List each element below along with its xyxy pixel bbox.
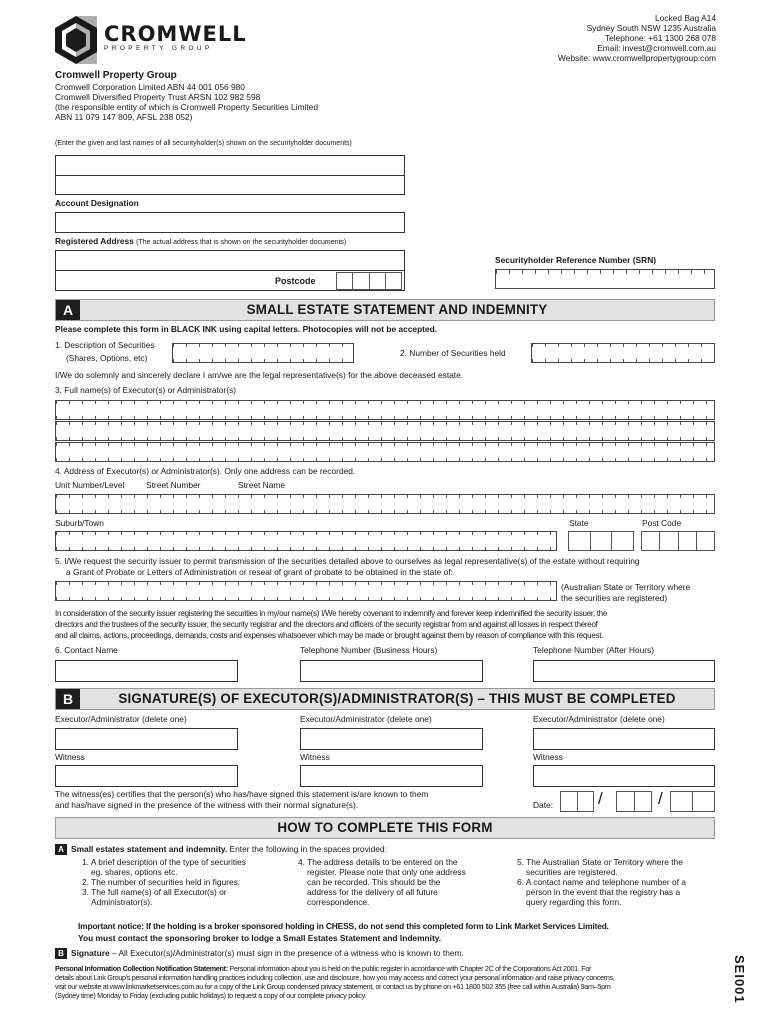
probate-state-field[interactable] bbox=[55, 581, 557, 601]
consideration-line-1: In consideration of the security issuer registering the securities in my/our name(s) I/We hereby covenant to indemnify and forever keep indemnified the security issuer, the bbox=[55, 609, 607, 618]
executor-name-field-2[interactable] bbox=[55, 421, 715, 441]
address-line-5: Website: www.cromwellpropertygroup.com bbox=[557, 52, 716, 63]
description-field[interactable] bbox=[172, 343, 354, 363]
section-a-header bbox=[55, 299, 715, 321]
street-address-field[interactable] bbox=[55, 494, 715, 514]
q2-label: 2. Number of Securities held bbox=[400, 348, 506, 358]
section-a-intro: Please complete this form in BLACK INK using capital letters. Photocopies will not be accepted. bbox=[55, 324, 438, 334]
howto-item-3b: Administrator(s). bbox=[91, 896, 153, 907]
logo-text: CROMWELL bbox=[104, 22, 247, 46]
street-number-label: Street Number bbox=[146, 480, 201, 490]
witness-label-1: Witness bbox=[55, 752, 85, 762]
howto-item-2: 2. The number of securities held in figures. bbox=[82, 876, 241, 887]
witness-signature-2[interactable] bbox=[300, 765, 483, 787]
howto-col-1 bbox=[82, 858, 246, 908]
company-line-3: (the responsible entity of which is Cromwell Property Securities Limited bbox=[55, 102, 318, 112]
q1-label: 1. Description of Securities bbox=[55, 340, 155, 350]
executor-label-3: Executor/Administrator (delete one) bbox=[533, 714, 665, 724]
important-notice-1: Important notice: If the holding is a broker sponsored holding in CHESS, do not send this completed form to Link Market Services Limited. bbox=[78, 921, 609, 931]
address-line-1: Locked Bag A14 bbox=[654, 13, 716, 23]
suburb-field[interactable] bbox=[55, 531, 557, 551]
howto-item-4e: correspondence. bbox=[307, 896, 370, 907]
company-line-4: ABN 11 079 147 809, AFSL 238 052) bbox=[55, 112, 193, 122]
telephone-business-field[interactable] bbox=[300, 660, 483, 682]
howto-col-2 bbox=[298, 858, 466, 908]
consideration-line-3: and all claims, actions, proceedings, demands, costs and expenses whatsoever which may be made or brought against them by reason of compliance with this request. bbox=[55, 631, 604, 640]
holder-instruction: (Enter the given and last names of all securityholder(s) shown on the securityholder documents) bbox=[55, 140, 352, 147]
registered-address-label: Registered Address bbox=[55, 236, 134, 246]
executor-signature-1[interactable] bbox=[55, 728, 238, 750]
address-line-3: Telephone: +61 1300 268 078 bbox=[604, 32, 716, 43]
date-day-boxes[interactable] bbox=[560, 791, 594, 812]
howto-item-5b: securities are registered. bbox=[526, 866, 618, 877]
date-separator-2: / bbox=[658, 789, 663, 808]
telephone-after-hours-field[interactable] bbox=[533, 660, 715, 682]
witness-label-2: Witness bbox=[300, 752, 330, 762]
postcode-boxes[interactable] bbox=[336, 272, 402, 290]
certification-line-2: and has/have signed in the presence of the witness with their normal signature(s). bbox=[55, 800, 359, 810]
executor-label-2: Executor/Administrator (delete one) bbox=[300, 714, 432, 724]
q3-label: 3. Full name(s) of Executor(s) or Administrator(s) bbox=[55, 385, 237, 395]
declaration-text: I/We do solemnly and sincerely declare I am/we are the legal representative(s) for the above deceased estate. bbox=[55, 370, 464, 380]
witness-signature-1[interactable] bbox=[55, 765, 238, 787]
post-code-boxes[interactable] bbox=[641, 531, 715, 551]
holder-names-field[interactable] bbox=[55, 155, 405, 195]
suburb-label: Suburb/Town bbox=[55, 518, 104, 528]
date-label: Date: bbox=[533, 800, 554, 810]
contact-name-field[interactable] bbox=[55, 660, 238, 682]
witness-label-3: Witness bbox=[533, 752, 563, 762]
howto-item-6c: query regarding this form. bbox=[526, 896, 622, 907]
executor-name-field-1[interactable] bbox=[55, 400, 715, 420]
howto-item-4b: register. Please note that only one address bbox=[307, 866, 466, 877]
post-code-label: Post Code bbox=[642, 518, 682, 528]
section-b-header bbox=[55, 688, 715, 710]
privacy-line-3: visit our website at www.linkmarketservices.com.au for a copy of the Link Group condensed privacy statement, or contact us by phone on +61 1800 502 355 (free call within Australia) 9am–5pm bbox=[55, 982, 611, 991]
section-b-badge: B bbox=[56, 689, 80, 709]
howto-header bbox=[55, 817, 715, 839]
executor-name-field-3[interactable] bbox=[55, 442, 715, 462]
howto-a-intro bbox=[55, 844, 387, 855]
registered-address-note: (The actual address that is shown on the securityholder documents) bbox=[136, 239, 347, 246]
q5-line-2: a Grant of Probate or Letters of Administration or reseal of grant of probate to be obtained in the state of: bbox=[66, 567, 453, 577]
executor-label-1: Executor/Administrator (delete one) bbox=[55, 714, 187, 724]
address-line-2: Sydney South NSW 1235 Australia bbox=[586, 22, 716, 33]
date-separator-1: / bbox=[598, 789, 603, 808]
howto-b-bold: Signature bbox=[71, 948, 110, 958]
srn-label: Securityholder Reference Number (SRN) bbox=[495, 255, 657, 265]
number-held-field[interactable] bbox=[531, 343, 715, 363]
contact-address-block bbox=[558, 14, 716, 64]
consideration-line-2: directors and the trustees of the security issuer, the security registrar and the directors and officers of the security registrar from and against all losses in respect thereof bbox=[55, 620, 598, 629]
telephone-after-hours-label: Telephone Number (After Hours) bbox=[533, 645, 655, 655]
howto-item-6: 6. A contact name and telephone number of a bbox=[517, 876, 687, 887]
howto-title: HOW TO COMPLETE THIS FORM bbox=[277, 820, 493, 836]
howto-item-4: 4. The address details to be entered on the bbox=[298, 857, 458, 867]
howto-a-badge: A bbox=[55, 844, 67, 855]
privacy-heading: Personal Information Collection Notification Statement: bbox=[55, 964, 228, 973]
form-code: SEI001 bbox=[732, 955, 747, 1004]
executor-signature-3[interactable] bbox=[533, 728, 715, 750]
q1-sublabel: (Shares, Options, etc) bbox=[66, 353, 148, 363]
howto-item-1: 1. A brief description of the type of securities bbox=[82, 857, 246, 867]
section-a-title: SMALL ESTATE STATEMENT AND INDEMNITY bbox=[246, 302, 548, 318]
srn-field[interactable] bbox=[495, 269, 715, 289]
privacy-statement bbox=[55, 964, 715, 1000]
howto-item-4c: can be recorded. This should be the bbox=[307, 876, 441, 887]
postcode-label: Postcode bbox=[275, 276, 316, 286]
q4-label: 4. Address of Executor(s) or Administrator(s). Only one address can be recorded. bbox=[55, 466, 356, 476]
account-designation-field[interactable] bbox=[55, 212, 405, 233]
logo-subtext: PROPERTY GROUP bbox=[104, 45, 213, 52]
howto-item-3: 3. The full name(s) of all Executor(s) or bbox=[82, 886, 227, 897]
howto-item-4d: address for the delivery of all future bbox=[307, 886, 438, 897]
date-month-boxes[interactable] bbox=[616, 791, 652, 812]
section-b-title: SIGNATURE(S) OF EXECUTOR(S)/ADMINISTRATOR(S) – THIS MUST BE COMPLETED bbox=[118, 691, 676, 707]
certification-line-1: The witness(es) certifies that the person(s) who has/have signed this statement is/are known to them bbox=[55, 789, 429, 799]
howto-item-5: 5. The Australian State or Territory where the bbox=[517, 857, 683, 867]
privacy-line-1: Personal information about you is held on the public register in accordance with Chapter 2C of the Corporations Act 2001. For bbox=[227, 964, 592, 973]
address-line-4: Email: invest@cromwell.com.au bbox=[597, 42, 716, 53]
howto-a-text: Enter the following in the spaces provided: bbox=[227, 844, 387, 854]
state-boxes[interactable] bbox=[568, 531, 634, 551]
company-line-1: Cromwell Corporation Limited ABN 44 001 056 980 bbox=[55, 82, 245, 92]
state-label: State bbox=[569, 518, 589, 528]
howto-b-text: – All Executor(s)/Administrator(s) must sign in the presence of a witness who is known to them. bbox=[109, 948, 464, 958]
howto-b-line bbox=[55, 948, 464, 959]
howto-item-1b: eg. shares, options etc. bbox=[91, 866, 178, 877]
howto-col-3 bbox=[517, 858, 686, 908]
state-note-1: (Australian State or Territory where bbox=[561, 582, 691, 592]
privacy-line-2: details about Link Group's personal information handling practices including collection, use and disclosure, how you may access and correct your personal information and raise privacy concerns, bbox=[55, 973, 615, 982]
important-notice-2: You must contact the sponsoring broker to lodge a Small Estates Statement and Indemnity. bbox=[78, 933, 442, 943]
company-name: Cromwell Property Group bbox=[55, 70, 177, 81]
company-line-2: Cromwell Diversified Property Trust ARSN 102 982 598 bbox=[55, 92, 261, 102]
howto-item-6b: person in the event that the registry has a bbox=[526, 886, 681, 897]
section-a-badge: A bbox=[56, 300, 80, 320]
street-name-label: Street Name bbox=[238, 480, 286, 490]
cromwell-logo-icon bbox=[55, 16, 97, 64]
privacy-line-4: (Sydney time) Monday to Friday (excluding public holidays) to request a copy of our complete privacy policy. bbox=[55, 991, 367, 1000]
witness-signature-3[interactable] bbox=[533, 765, 715, 787]
howto-b-badge: B bbox=[55, 948, 67, 959]
date-year-boxes[interactable] bbox=[670, 791, 715, 812]
state-note-2: the securities are registered) bbox=[561, 593, 668, 603]
unit-label: Unit Number/Level bbox=[55, 480, 125, 490]
q6-label: 6. Contact Name bbox=[55, 645, 118, 655]
telephone-business-label: Telephone Number (Business Hours) bbox=[300, 645, 438, 655]
howto-a-bold: Small estates statement and indemnity. bbox=[71, 844, 228, 854]
q5-line-1: 5. I/We request the security issuer to permit transmission of the securities detailed above to ourselves as legal representative(s) of the estate without requiring bbox=[55, 556, 640, 566]
account-designation-label: Account Designation bbox=[55, 198, 139, 208]
executor-signature-2[interactable] bbox=[300, 728, 483, 750]
